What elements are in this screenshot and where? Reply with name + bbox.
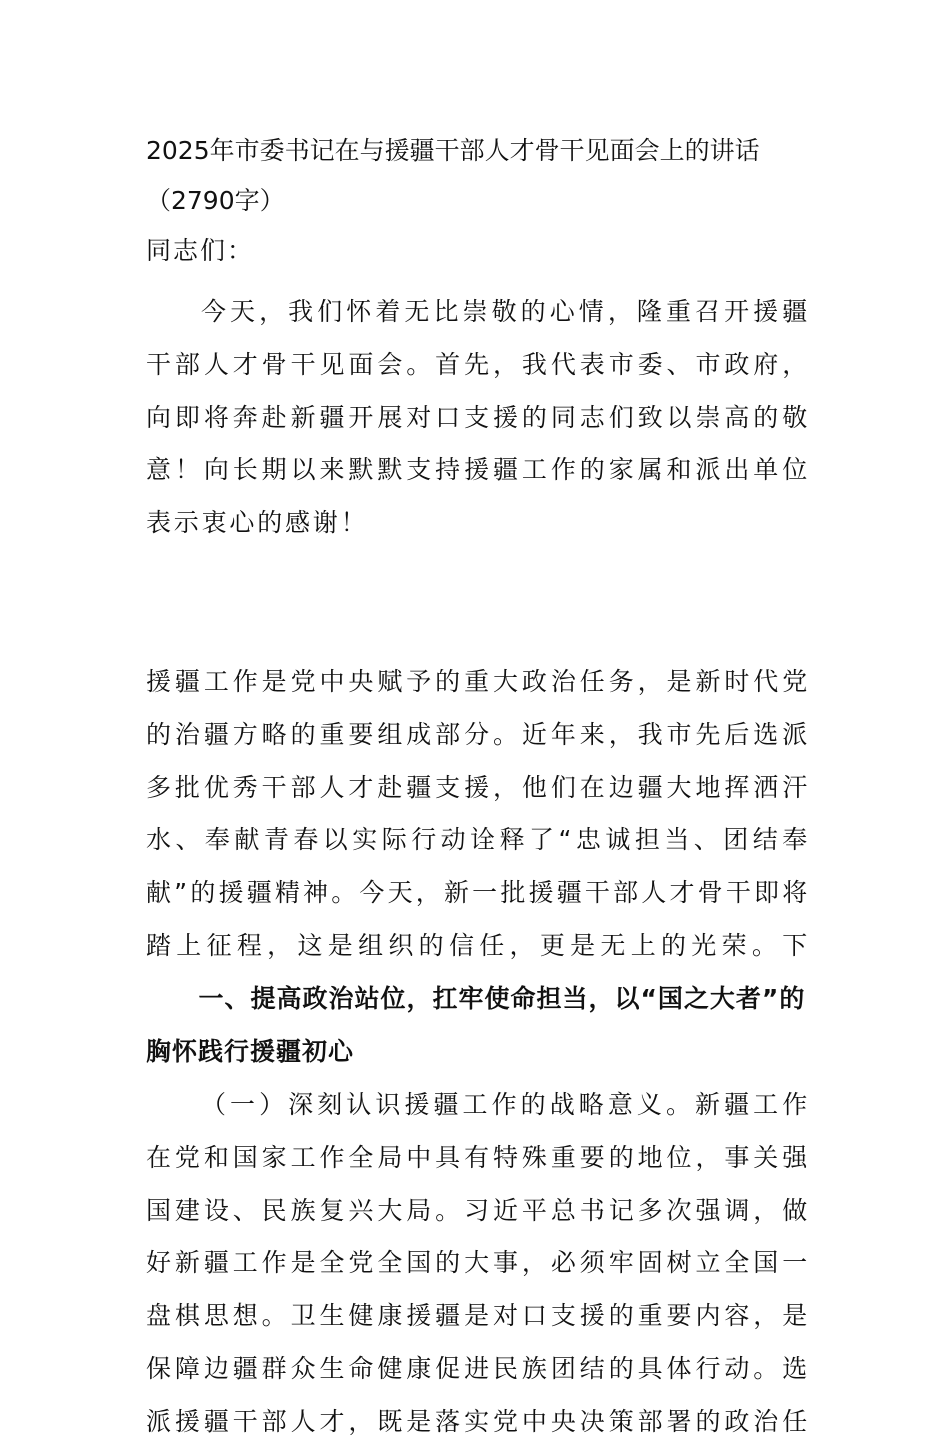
- salutation: 同志们：: [146, 236, 255, 265]
- paragraph-background: 援疆工作是党中央赋予的重大政治任务，是新时代党的治疆方略的重要组成部分。近年来，我市先后选派多批优秀干部人才赴疆支援，他们在边疆大地挥洒汗水、奉献青春以实际行动诠释了“忠诚担当、团结奉献”的援疆精神。今天，新一批援疆干部人才骨干即将踏上征程，这是组织的信任，更是无上的光荣。下: [146, 667, 810, 960]
- document-body: [146, 126, 810, 1449]
- paragraph-opening: 今天，我们怀着无比崇敬的心情，隆重召开援疆干部人才骨干见面会。首先，我代表市委、市政府，向即将奔赴新疆开展对口支援的同志们致以崇高的敬意！向长期以来默默支持援疆工作的家属和派出单位表示衷心的感谢！: [146, 297, 810, 538]
- paragraph-section-1-1: （一）深刻认识援疆工作的战略意义。新疆工作在党和国家工作全局中具有特殊重要的地位，事关强国建设、民族复兴大局。习近平总书记多次强调，做好新疆工作是全党全国的大事，必须牢固树立全国一盘棋思想。卫生健康援疆是对口支援的重要内容，是保障边疆群众生命健康促进民族团结的具体行动。选派援疆干部人才，既是落实党中央决策部署的政治任: [146, 1090, 810, 1436]
- document-title: 2025年市委书记在与援疆干部人才骨干见面会上的讲话（2790字）: [146, 136, 760, 215]
- section-heading-1: 一、提高政治站位，扛牢使命担当，以“国之大者”的胸怀践行援疆初心: [146, 984, 806, 1066]
